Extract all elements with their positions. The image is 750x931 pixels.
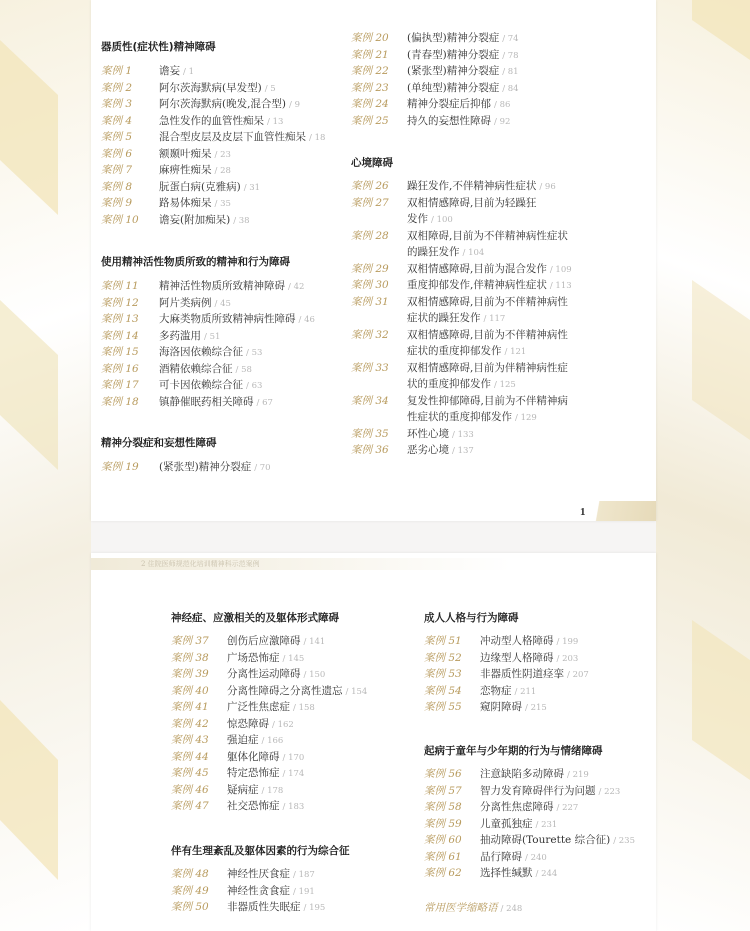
case-number: 案例 15 — [101, 346, 139, 358]
toc-page-2 — [91, 553, 656, 931]
case-page: / 178 — [261, 785, 284, 796]
case-title-text: 选择性缄默 — [480, 867, 533, 879]
case-title-text: 创伤后应激障碍 — [227, 635, 301, 647]
case-title-text: 非器质性失眠症 — [227, 901, 301, 913]
case-title-text: 冲动型人格障碍 — [480, 635, 554, 647]
case-page: / 162 — [272, 719, 294, 730]
case-page: / 51 — [204, 331, 221, 342]
case-number: 案例 9 — [101, 197, 133, 209]
case-title — [159, 278, 304, 296]
case-number: 案例 61 — [424, 850, 462, 863]
case-number: 案例 21 — [351, 48, 389, 61]
case-number: 案例 50 — [171, 901, 209, 913]
section-title: 伴有生理紊乱及躯体因素的行为综合征 — [171, 845, 350, 857]
case-page: / 13 — [267, 116, 284, 127]
case-number: 案例 47 — [171, 800, 209, 812]
case-title — [159, 344, 262, 362]
case-title-text: 朊蛋白病(克雅病) — [159, 180, 241, 193]
case-title — [227, 749, 304, 767]
case-number: 案例 24 — [351, 98, 389, 110]
case-number: 案例 8 — [101, 180, 133, 193]
case-title-text: 广泛性焦虑症 — [227, 701, 290, 713]
case-title-text: 重度抑郁发作,伴精神病性症状 — [407, 279, 547, 291]
case-title-text: 精神活性物质所致精神障碍 — [159, 280, 285, 292]
case-page: / 74 — [502, 34, 519, 44]
case-title — [227, 633, 325, 651]
case-page: / 18 — [309, 133, 326, 143]
case-number: 案例 10 — [101, 213, 139, 226]
case-number: 案例 59 — [424, 817, 462, 830]
case-title — [480, 633, 578, 651]
case-title-text: 注意缺陷多动障碍 — [480, 768, 564, 780]
case-number: 案例 20 — [351, 32, 389, 44]
case-page: / 129 — [515, 413, 537, 423]
case-number: 案例 28 — [351, 229, 389, 242]
case-title — [159, 295, 231, 313]
case-title-text: 躯体化障碍 — [227, 750, 280, 763]
case-page: / 150 — [303, 670, 326, 680]
case-title — [227, 782, 283, 800]
case-title — [159, 113, 283, 131]
case-title-text: 急性发作的血管性痴呆 — [159, 114, 264, 127]
case-title — [407, 30, 519, 48]
case-page: / 223 — [598, 786, 621, 797]
case-title — [159, 212, 250, 230]
case-page: / 125 — [494, 380, 516, 390]
case-title — [407, 310, 505, 328]
case-page: / 81 — [502, 67, 519, 77]
case-page: / 23 — [214, 149, 231, 160]
case-title-text: 症状的重度抑郁发作 — [407, 345, 502, 357]
case-page: / 133 — [452, 429, 474, 440]
case-title-text: 性症状的重度抑郁发作 — [407, 411, 512, 423]
case-number: 案例 46 — [171, 783, 209, 796]
case-number: 案例 57 — [424, 784, 462, 797]
case-title — [480, 816, 557, 834]
case-title — [227, 732, 283, 750]
case-page: / 170 — [282, 752, 305, 763]
case-page: / 244 — [535, 869, 558, 879]
case-title — [227, 899, 325, 917]
case-title-text: 持久的妄想性障碍 — [407, 114, 491, 127]
case-title-text: 海洛因依赖综合征 — [159, 346, 243, 358]
case-title-text: 谵妄(附加痴呆) — [159, 213, 231, 226]
case-page: / 46 — [298, 315, 315, 325]
case-page: / 70 — [254, 463, 271, 473]
case-title — [407, 228, 568, 245]
case-title-text: 双相情感障碍,目前为不伴精神病性 — [407, 328, 568, 341]
case-page: / 45 — [214, 298, 231, 309]
case-number: 案例 55 — [424, 701, 462, 713]
case-number: 案例 36 — [351, 444, 389, 456]
case-page: / 191 — [293, 886, 315, 897]
case-number: 案例 45 — [171, 767, 209, 779]
case-number: 案例 33 — [351, 361, 389, 374]
case-page: / 63 — [246, 381, 263, 391]
case-title-text: 特定恐怖症 — [227, 767, 280, 779]
case-number: 案例 29 — [351, 262, 389, 275]
case-title-text: 躁狂发作,不伴精神病性症状 — [407, 180, 537, 192]
case-title-text: 阿尔茨海默病(早发型) — [159, 81, 262, 94]
case-title-text: 精神分裂症后抑郁 — [407, 98, 491, 110]
case-title-text: 双相障碍,目前为不伴精神病性症状 — [407, 229, 568, 242]
case-number: 案例 1 — [101, 65, 133, 77]
case-number: 案例 14 — [101, 329, 139, 342]
case-title-text: 双相情感障碍,目前为混合发作 — [407, 262, 547, 275]
case-title-text: 谵妄 — [159, 65, 180, 77]
case-title — [407, 47, 519, 65]
case-page: / 137 — [452, 446, 474, 456]
case-title-text: 状的重度抑郁发作 — [407, 378, 491, 390]
case-number: 案例 3 — [101, 98, 133, 110]
case-title-text: 复发性抑郁障碍,目前为不伴精神病 — [407, 394, 568, 407]
case-number: 案例 4 — [101, 114, 133, 127]
case-number: 案例 58 — [424, 801, 462, 813]
case-title — [480, 650, 578, 668]
case-number: 案例 16 — [101, 362, 139, 375]
case-page: / 240 — [525, 852, 547, 863]
case-title — [407, 343, 526, 361]
case-page: / 58 — [235, 364, 252, 375]
case-title — [480, 832, 635, 850]
case-page: / 1 — [183, 67, 194, 77]
case-page: / 53 — [246, 348, 263, 358]
case-title — [407, 63, 519, 81]
case-number: 案例 19 — [101, 461, 139, 473]
case-title-text: (偏执型)精神分裂症 — [407, 32, 500, 44]
toc-page-1 — [91, 0, 656, 521]
case-title — [159, 129, 325, 147]
case-page: / 207 — [567, 670, 589, 680]
case-number: 案例 5 — [101, 131, 133, 143]
abbreviations-entry — [424, 900, 522, 915]
case-title-text: 混合型皮层及皮层下血管性痴呆 — [159, 131, 306, 143]
case-title-text: 边缘型人格障碍 — [480, 651, 554, 664]
case-page: / 28 — [214, 166, 231, 176]
case-title — [159, 377, 262, 395]
case-number: 案例 30 — [351, 279, 389, 291]
case-title — [227, 683, 367, 701]
case-title — [407, 244, 484, 262]
case-title-text: 双相情感障碍,目前为不伴精神病性 — [407, 295, 568, 308]
case-title-text: 社交恐怖症 — [227, 800, 280, 812]
case-page: / 215 — [525, 703, 547, 713]
case-title — [159, 328, 220, 346]
case-number: 案例 52 — [424, 651, 462, 664]
section-title: 精神分裂症和妄想性障碍 — [101, 437, 217, 449]
case-number: 案例 62 — [424, 867, 462, 879]
case-title — [227, 699, 315, 717]
case-title-text: 非器质性阴道痉挛 — [480, 668, 564, 680]
case-title — [407, 409, 537, 427]
abbreviations-title: 常用医学缩略语 — [424, 902, 498, 914]
case-title-text: 症状的躁狂发作 — [407, 312, 481, 324]
case-page: / 9 — [289, 100, 301, 110]
case-page: / 183 — [282, 802, 305, 812]
case-page: / 96 — [539, 182, 556, 192]
case-number: 案例 41 — [171, 701, 209, 713]
abbreviations-page: / 248 — [500, 904, 523, 914]
case-page: / 113 — [549, 281, 572, 291]
case-title — [227, 650, 304, 668]
case-title-text: 发作 — [407, 213, 428, 225]
case-title-text: 广场恐怖症 — [227, 651, 280, 664]
case-number: 案例 51 — [424, 635, 462, 647]
case-title — [227, 716, 294, 734]
case-title — [227, 866, 315, 884]
case-title-text: (单纯型)精神分裂症 — [407, 81, 500, 94]
case-page: / 100 — [431, 215, 453, 225]
case-title — [407, 211, 453, 229]
case-title-text: 分离性障碍之分离性遗忘 — [227, 684, 343, 697]
case-title-text: 窥阴障碍 — [480, 701, 522, 713]
section-title: 起病于童年与少年期的行为与情绪障碍 — [424, 745, 603, 757]
case-page: / 174 — [282, 769, 305, 779]
case-title — [407, 442, 474, 460]
case-title-text: 可卡因依赖综合征 — [159, 379, 243, 391]
case-title — [407, 360, 568, 377]
case-number: 案例 49 — [171, 884, 209, 897]
case-number: 案例 18 — [101, 395, 139, 408]
case-number: 案例 11 — [101, 280, 139, 292]
case-title-text: 儿童孤独症 — [480, 817, 533, 830]
case-page: / 154 — [345, 686, 368, 697]
case-number: 案例 53 — [424, 668, 462, 680]
case-page: / 231 — [535, 819, 558, 830]
case-title-text: (紧张型)精神分裂症 — [407, 65, 500, 77]
case-title-text: 恶劣心境 — [407, 444, 449, 456]
case-page: / 109 — [549, 264, 572, 275]
case-title — [407, 178, 556, 196]
case-number: 案例 54 — [424, 684, 462, 697]
case-title — [480, 783, 620, 801]
case-title — [159, 361, 252, 379]
case-number: 案例 12 — [101, 296, 139, 309]
case-title-text: 路易体痴呆 — [159, 197, 212, 209]
case-title — [227, 798, 304, 816]
case-title-text: 神经性贪食症 — [227, 884, 290, 897]
case-title — [480, 865, 557, 883]
case-title-text: 双相情感障碍,目前为轻躁狂 — [407, 196, 537, 209]
case-title — [407, 393, 568, 410]
case-number: 案例 2 — [101, 81, 133, 94]
case-title — [407, 261, 572, 279]
case-number: 案例 31 — [351, 295, 389, 308]
case-title — [480, 683, 536, 701]
case-number: 案例 40 — [171, 684, 209, 697]
case-number: 案例 22 — [351, 65, 389, 77]
case-title — [407, 426, 474, 444]
case-title-text: 环性心境 — [407, 427, 449, 440]
case-number: 案例 48 — [171, 868, 209, 880]
case-title — [159, 459, 271, 477]
case-title — [480, 849, 547, 867]
case-title-text: 品行障碍 — [480, 850, 522, 863]
case-number: 案例 34 — [351, 394, 389, 407]
case-page: / 35 — [214, 199, 231, 209]
case-page: / 199 — [556, 637, 579, 647]
section-title: 器质性(症状性)精神障碍 — [101, 41, 216, 53]
case-title-text: 惊恐障碍 — [227, 717, 269, 730]
case-page: / 84 — [502, 83, 519, 94]
case-page: / 5 — [264, 83, 276, 94]
case-title-text: 阿片类病例 — [159, 296, 212, 309]
case-title — [227, 765, 304, 783]
case-number: 案例 32 — [351, 328, 389, 341]
case-title-text: 的躁狂发作 — [407, 246, 460, 258]
case-title — [480, 699, 547, 717]
section-title: 神经症、应激相关的及躯体形式障碍 — [171, 612, 339, 624]
case-number: 案例 39 — [171, 668, 209, 680]
case-number: 案例 6 — [101, 147, 133, 160]
case-number: 案例 37 — [171, 635, 209, 647]
case-page: / 219 — [567, 770, 589, 780]
section-title: 成人人格与行为障碍 — [424, 612, 519, 624]
case-page: / 145 — [282, 653, 305, 664]
case-number: 案例 56 — [424, 768, 462, 780]
case-title — [227, 883, 315, 901]
case-page: / 211 — [514, 686, 537, 697]
case-title-text: (紧张型)精神分裂症 — [159, 461, 252, 473]
case-title-text: 额颞叶痴呆 — [159, 147, 212, 160]
case-title-text: 麻痹性痴呆 — [159, 164, 212, 176]
case-title — [159, 146, 231, 164]
case-title — [159, 63, 194, 81]
case-title-text: 大麻类物质所致精神病性障碍 — [159, 313, 296, 325]
case-title — [407, 277, 572, 295]
case-number: 案例 17 — [101, 379, 139, 391]
case-number: 案例 25 — [351, 114, 389, 127]
section-title: 使用精神活性物质所致的精神和行为障碍 — [101, 256, 290, 268]
case-page: / 235 — [613, 836, 635, 846]
case-title-text: 双相情感障碍,目前为伴精神病性症 — [407, 361, 568, 374]
case-title — [159, 195, 231, 213]
case-title — [159, 80, 276, 98]
case-page: / 121 — [504, 347, 527, 357]
case-page: / 31 — [243, 182, 261, 193]
case-title — [159, 394, 273, 412]
case-page: / 104 — [462, 248, 485, 258]
case-title — [407, 96, 510, 114]
case-page: / 195 — [303, 903, 326, 913]
case-title-text: 强迫症 — [227, 734, 259, 746]
case-page: / 67 — [256, 397, 273, 408]
case-title-text: 镇静催眠药相关障碍 — [159, 395, 254, 408]
case-page: / 187 — [293, 870, 315, 880]
case-number: 案例 44 — [171, 750, 209, 763]
case-title-text: 分离性焦虑障碍 — [480, 801, 554, 813]
case-title — [480, 666, 589, 684]
case-number: 案例 38 — [171, 651, 209, 664]
case-number: 案例 35 — [351, 427, 389, 440]
case-number: 案例 27 — [351, 196, 389, 209]
case-number: 案例 23 — [351, 81, 389, 94]
case-page: / 92 — [494, 116, 511, 127]
case-title — [159, 162, 231, 180]
case-title — [159, 96, 300, 114]
case-number: 案例 42 — [171, 717, 209, 730]
case-title-text: 恋物症 — [480, 684, 512, 697]
case-title-text: 神经性厌食症 — [227, 868, 290, 880]
case-title-text: 分离性运动障碍 — [227, 668, 301, 680]
case-title-text: 抽动障碍(Tourette 综合征) — [480, 834, 611, 846]
case-number: 案例 43 — [171, 734, 209, 746]
case-title — [159, 179, 260, 197]
case-title — [407, 294, 568, 311]
case-number: 案例 7 — [101, 164, 133, 176]
case-title — [159, 311, 315, 329]
case-page: / 38 — [233, 215, 250, 226]
case-page: / 203 — [556, 653, 579, 664]
case-number: 案例 13 — [101, 313, 139, 325]
case-title — [480, 766, 589, 784]
case-title — [407, 113, 510, 131]
case-title — [407, 327, 568, 344]
case-page: / 227 — [556, 803, 579, 813]
case-title — [407, 376, 516, 394]
case-title — [407, 80, 519, 98]
case-page: / 158 — [293, 703, 315, 713]
case-title — [227, 666, 325, 684]
case-page: / 141 — [303, 637, 326, 647]
section-title: 心境障碍 — [351, 157, 393, 169]
case-page: / 42 — [288, 282, 305, 292]
case-title — [407, 195, 536, 212]
case-title-text: 智力发育障碍伴行为问题 — [480, 784, 596, 797]
case-page: / 78 — [502, 50, 519, 61]
case-title-text: 酒精依赖综合征 — [159, 362, 233, 375]
case-title-text: 多药滥用 — [159, 329, 201, 342]
case-number: 案例 26 — [351, 180, 389, 192]
case-page: / 166 — [261, 736, 284, 746]
case-page: / 86 — [494, 100, 511, 110]
running-head: 2 住院医师规范化培训精神科示范案例 — [91, 558, 511, 570]
case-title-text: (青春型)精神分裂症 — [407, 48, 500, 61]
case-title-text: 疑病症 — [227, 783, 259, 796]
case-title-text: 阿尔茨海默病(晚发,混合型) — [159, 98, 287, 110]
case-title — [480, 799, 578, 817]
case-number: 案例 60 — [424, 834, 462, 846]
case-page: / 117 — [483, 314, 506, 324]
page-number: 1 — [580, 506, 586, 518]
